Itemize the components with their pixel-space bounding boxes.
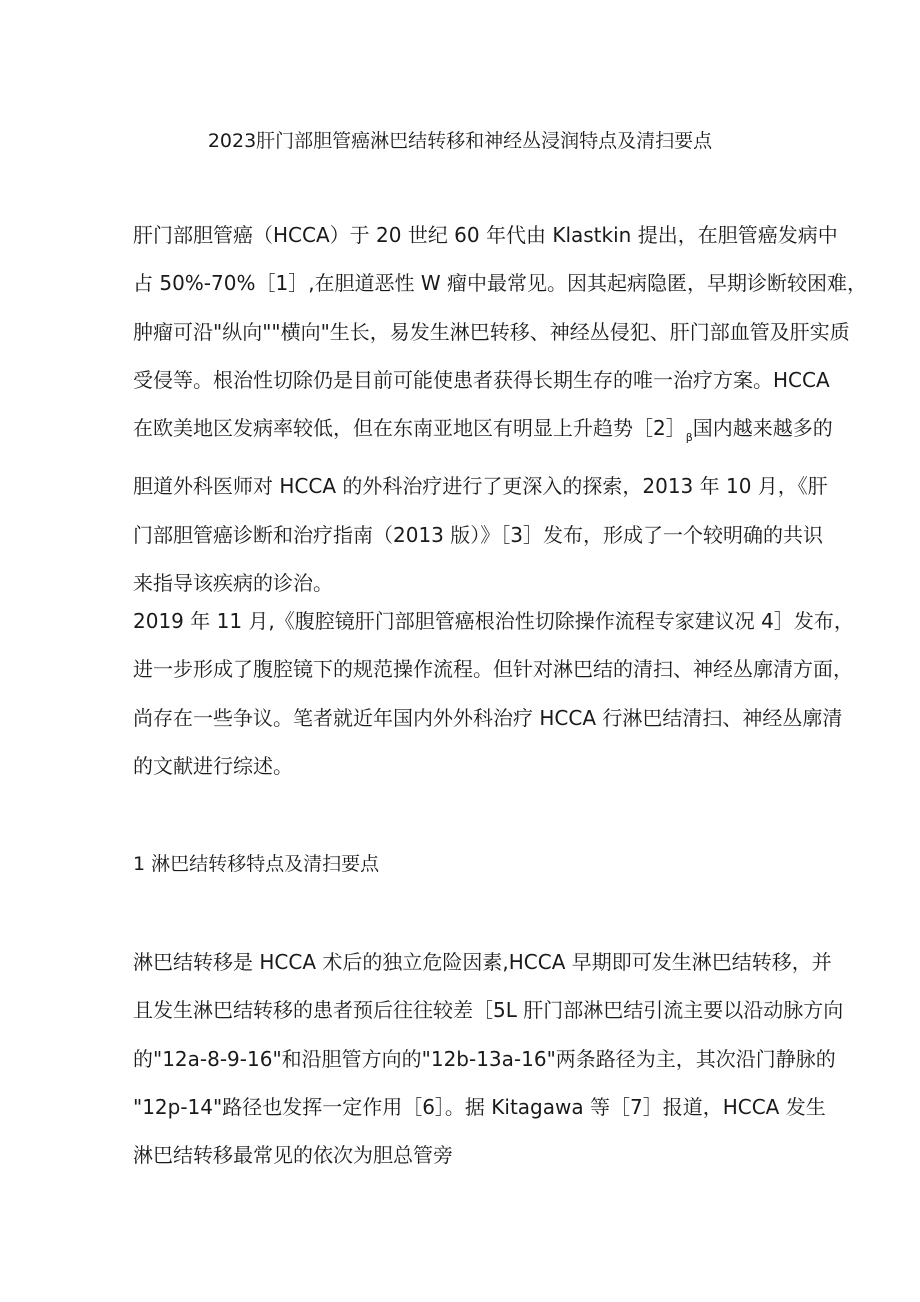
second-paragraph [133,597,854,790]
para2-line-3: 尚存在一些争议。笔者就近年国内外外科治疗 HCCA 行淋巴结清扫、神经丛廓清 [133,705,843,730]
intro-line-2: 占 50%-70%［1］,在胆道恶性 W 瘤中最常见。因其起病隐匿，早期诊断较困难， [133,271,868,296]
intro-line-4: 受侵等。根治性切除仍是目前可能使患者获得长期生存的唯一治疗方案。HCCA [133,367,830,392]
section-line-1: 淋巴结转移是 HCCA 术后的独立危险因素,HCCA 早期即可发生淋巴结转移，并 [133,950,832,974]
intro-line-3: 肿瘤可沿"纵向""横向"生长，易发生淋巴转移、神经丛侵犯、肝门部血管及肝实质 [133,319,850,344]
intro-line-1: 肝门部胆管癌（HCCA）于 20 世纪 60 年代由 Klastkin 提出，在胆管癌发病中 [133,223,838,247]
document-title: 2023肝门部胆管癌淋巴结转移和神经丛浸润特点及清扫要点 [207,130,713,152]
intro-paragraph [133,211,868,607]
para2-line-1: 2019 年 11 月,《腹腔镜肝门部胆管癌根治性切除操作流程专家建议况 4］发布， [133,609,854,633]
intro-line-6: 胆道外科医师对 HCCA 的外科治疗进行了更深入的探索，2013 年 10 月，《肝 [133,474,828,499]
intro-line-8: 来指导该疾病的诊治。 [133,571,333,596]
intro-line-7: 门部胆管癌诊断和治疗指南（2013 版）》［3］发布，形成了一个较明确的共识 [133,522,823,547]
para2-line-4: 的文献进行综述。 [133,753,293,778]
section-heading: 1 淋巴结转移特点及清扫要点 [133,853,380,875]
section-line-3: 的"12a-8-9-16"和沿胆管方向的"12b-13a-16"两条路径为主，其次沿门静脉的 [133,1046,836,1071]
intro-line-5-text: 在欧美地区发病率较低，但在东南亚地区有明显上升趋势［2］ [133,416,686,441]
intro-line-5-subscript: β [685,431,693,445]
section-line-5: 淋巴结转移最常见的依次为胆总管旁 [133,1143,453,1168]
para2-line-2: 进一步形成了腹腔镜下的规范操作流程。但针对淋巴结的清扫、神经丛廓清方面， [133,657,853,682]
section-paragraph [133,938,844,1179]
section-line-2: 且发生淋巴结转移的患者预后往往较差［5L 肝门部淋巴结引流主要以沿动脉方向 [133,998,844,1023]
intro-line-5 [133,404,833,462]
intro-line-5-tail: 国内越来越多的 [692,416,833,441]
section-line-4: "12p-14"路径也发挥一定作用［6］。据 Kitagawa 等［7］报道，HCCA 发生 [133,1094,826,1119]
